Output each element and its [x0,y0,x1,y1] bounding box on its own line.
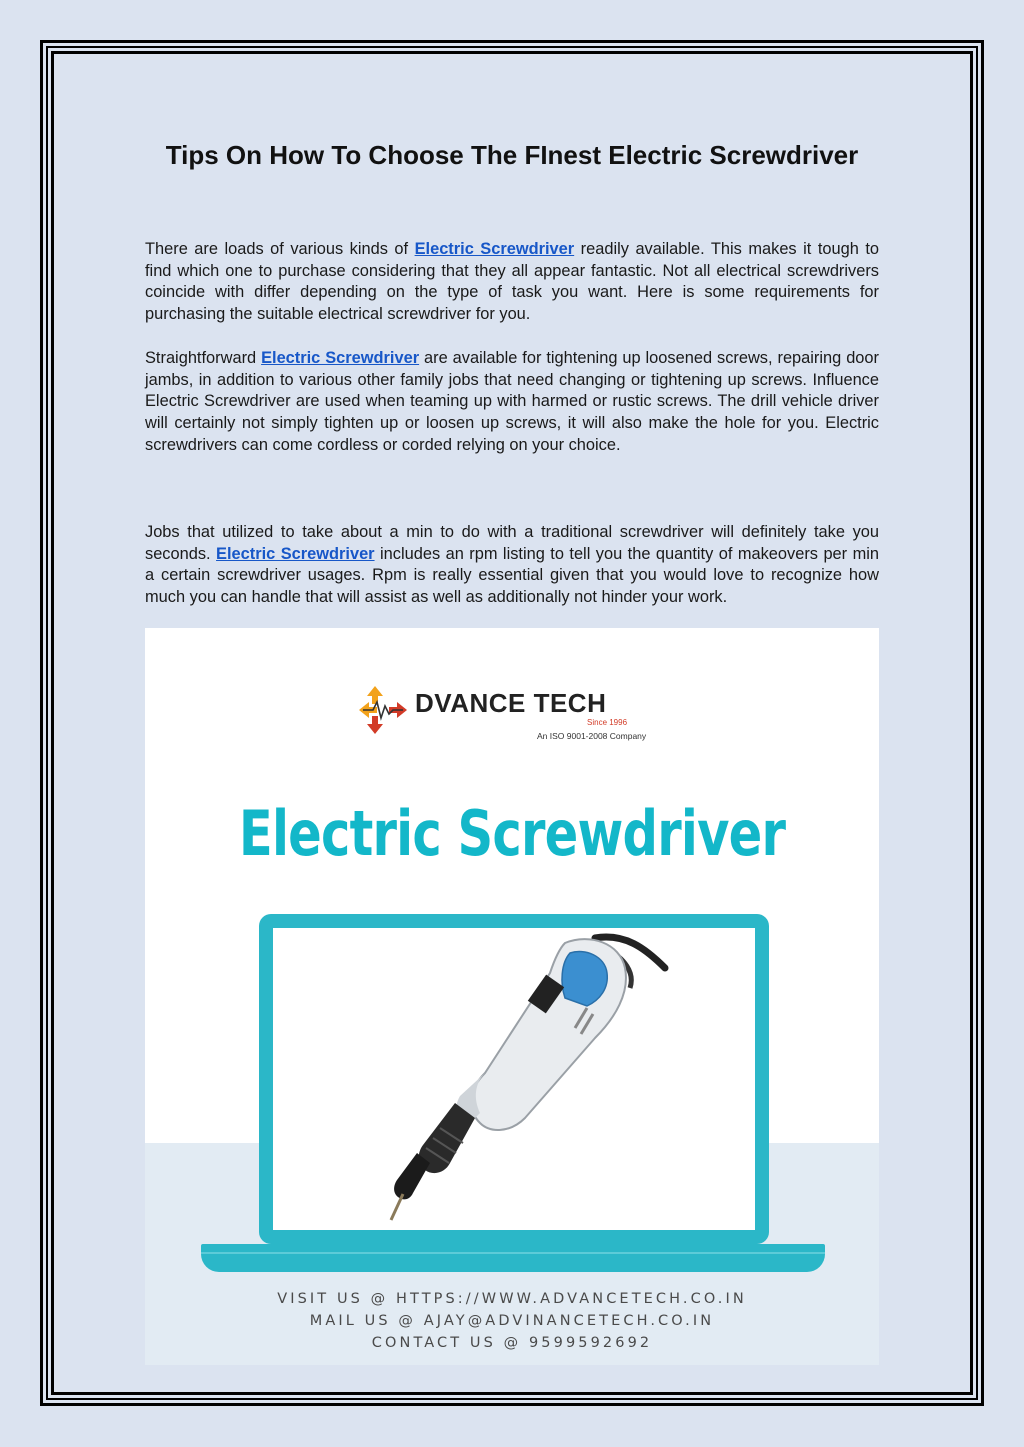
laptop-base-highlight [201,1252,825,1254]
promo-image [145,628,879,1365]
electric-screwdriver-link-1[interactable]: Electric Screwdriver [414,240,575,258]
paragraph-1 [145,239,879,326]
paragraph-3 [145,522,879,609]
paragraph-3-text-end: includes an rpm listing to tell you the quantity of makeovers per min a certain screwdriver usages. Rpm is really essential given that you would love to recognize how much you can handle that will assist as well as additionally not hinder your work. [145,544,879,607]
logo-wordmark: DVANCE TECH [415,688,607,718]
paragraph-2 [145,348,879,457]
electric-screwdriver-link-2[interactable]: Electric Screwdriver [261,349,420,367]
article-title: Tips On How To Choose The FInest Electric Screwdriver [165,140,859,170]
contact-phone: CONTACT US @ 9599592692 [371,1335,653,1351]
contact-website: VISIT US @ HTTPS://WWW.ADVANCETECH.CO.IN [277,1291,747,1307]
electric-screwdriver-link-3[interactable]: Electric Screwdriver [216,544,375,563]
paragraph-2-text-end: are available for tightening up loosened screws, repairing door jambs, in addition to various other family jobs that need changing or tightening up screws. Influence Electric Screwdriver are used when teaming up with harmed or rustic screws. The drill vehicle driver will certainly not simply tighten up or loosen up screws, it will also make the hole for you. Electric screwdrivers can come cordless or corded relying on your choice. [145,349,880,454]
logo-arrows-icon [357,684,409,736]
advance-tech-logo [357,682,657,752]
electric-screwdriver-image [325,928,705,1238]
paragraph-1-text-start: There are loads of various kinds of [145,240,415,258]
contact-email: MAIL US @ AJAY@ADVINANCETECH.CO.IN [309,1313,715,1329]
paragraph-1-text-end: readily available. This makes it tough to find which one to purchase considering that they all appear fantastic. Not all electrical screwdrivers coincide with differ depending on the type of task you want. Here is some requirements for purchasing the suitable electrical screwdriver for you. [145,240,879,324]
promo-heading: Electric Screwdriver [238,797,786,870]
logo-tagline: An ISO 9001-2008 Company [537,731,647,741]
laptop-base [201,1244,825,1272]
paragraph-3-text-start: Jobs that utilized to take about a min to do with a traditional screwdriver will definitely take you seconds. [145,523,879,563]
paragraph-2-text-start: Straightforward [145,349,262,367]
logo-since: Since 1996 [587,718,628,727]
